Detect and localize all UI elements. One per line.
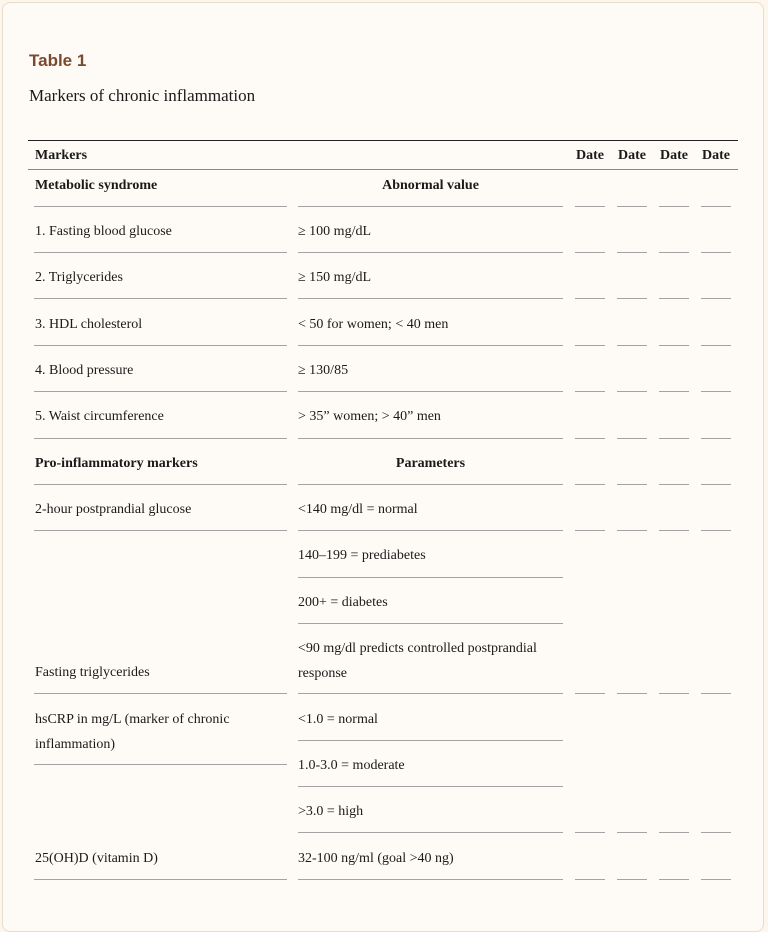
cell-rule <box>701 484 731 485</box>
section-value-header-parameters: Parameters <box>395 456 466 471</box>
cell-rule <box>617 252 647 253</box>
row-marker-fasting-triglycerides: Fasting triglycerides <box>35 665 150 680</box>
cell-rule <box>701 879 731 880</box>
row-value-fasting-triglycerides: <90 mg/dl predicts controlled postprandial response <box>298 641 537 681</box>
row-marker-hdl-cholesterol: 3. HDL cholesterol <box>35 317 143 332</box>
cell-rule <box>617 345 647 346</box>
cell-rule <box>298 530 563 531</box>
cell-rule <box>617 298 647 299</box>
cell-rule <box>575 530 605 531</box>
table-caption: Markers of chronic inflammation <box>29 86 256 105</box>
cell-rule <box>701 345 731 346</box>
cell-rule <box>575 298 605 299</box>
section-title-pro-inflammatory-markers: Pro-inflammatory markers <box>35 456 198 471</box>
cell-rule <box>34 438 287 439</box>
cell-rule <box>659 832 689 833</box>
cell-rule <box>34 764 287 765</box>
cell-rule <box>701 298 731 299</box>
header-rule <box>28 169 738 170</box>
cell-rule <box>34 693 287 694</box>
cell-rule <box>298 577 563 578</box>
cell-rule <box>34 391 287 392</box>
cell-rule <box>575 252 605 253</box>
column-header-date-4: Date <box>702 148 730 163</box>
row-value-postprandial-diabetes: 200+ = diabetes <box>298 595 388 610</box>
row-value-waist-circumference: > 35” women; > 40” men <box>298 409 441 424</box>
cell-rule <box>701 693 731 694</box>
row-value-hdl-cholesterol: < 50 for women; < 40 men <box>298 317 449 332</box>
cell-rule <box>659 391 689 392</box>
cell-rule <box>659 879 689 880</box>
cell-rule <box>659 530 689 531</box>
cell-rule <box>617 832 647 833</box>
cell-rule <box>298 623 563 624</box>
row-value-hscrp-high: >3.0 = high <box>298 804 364 819</box>
cell-rule <box>34 252 287 253</box>
row-value-triglycerides: ≥ 150 mg/dL <box>298 270 372 285</box>
cell-rule <box>701 530 731 531</box>
row-value-postprandial-normal: <140 mg/dl = normal <box>298 502 418 517</box>
cell-rule <box>701 206 731 207</box>
row-marker-postprandial-glucose: 2-hour postprandial glucose <box>35 502 192 517</box>
row-value-postprandial-prediabetes: 140–199 = prediabetes <box>298 548 426 563</box>
column-header-markers: Markers <box>35 148 88 163</box>
cell-rule <box>701 391 731 392</box>
cell-rule <box>617 484 647 485</box>
cell-rule <box>701 438 731 439</box>
cell-rule <box>34 298 287 299</box>
cell-rule <box>575 206 605 207</box>
cell-rule <box>659 206 689 207</box>
cell-rule <box>298 252 563 253</box>
cell-rule <box>659 693 689 694</box>
column-header-date-3: Date <box>660 148 688 163</box>
cell-rule <box>575 879 605 880</box>
cell-rule <box>659 298 689 299</box>
column-header-date-1: Date <box>576 148 604 163</box>
cell-rule <box>34 206 287 207</box>
cell-rule <box>298 740 563 741</box>
cell-rule <box>575 484 605 485</box>
cell-rule <box>617 391 647 392</box>
cell-rule <box>298 438 563 439</box>
cell-rule <box>298 786 563 787</box>
row-value-fasting-blood-glucose: ≥ 100 mg/dL <box>298 224 372 239</box>
row-marker-waist-circumference: 5. Waist circumference <box>35 409 164 424</box>
cell-rule <box>659 345 689 346</box>
cell-rule <box>298 879 563 880</box>
row-marker-hscrp: hsCRP in mg/L (marker of chronic inflammation) <box>35 712 230 752</box>
cell-rule <box>298 298 563 299</box>
cell-rule <box>34 530 287 531</box>
cell-rule <box>298 345 563 346</box>
cell-rule <box>701 252 731 253</box>
cell-rule <box>659 252 689 253</box>
column-header-date-2: Date <box>618 148 646 163</box>
cell-rule <box>659 484 689 485</box>
cell-rule <box>575 438 605 439</box>
row-marker-blood-pressure: 4. Blood pressure <box>35 363 134 378</box>
section-value-header-abnormal-value: Abnormal value <box>382 178 479 193</box>
cell-rule <box>298 391 563 392</box>
cell-rule <box>617 693 647 694</box>
row-marker-fasting-blood-glucose: 1. Fasting blood glucose <box>35 224 172 239</box>
cell-rule <box>659 438 689 439</box>
row-marker-triglycerides: 2. Triglycerides <box>35 270 123 285</box>
cell-rule <box>34 345 287 346</box>
cell-rule <box>575 345 605 346</box>
cell-rule <box>298 206 563 207</box>
cell-rule <box>298 484 563 485</box>
table-label: Table 1 <box>29 51 87 70</box>
row-value-hscrp-moderate: 1.0-3.0 = moderate <box>298 758 405 773</box>
cell-rule <box>298 693 563 694</box>
cell-rule <box>575 693 605 694</box>
row-marker-vitamin-d: 25(OH)D (vitamin D) <box>35 851 158 866</box>
table-top-rule <box>28 140 738 141</box>
cell-rule <box>575 391 605 392</box>
cell-rule <box>701 832 731 833</box>
section-title-metabolic-syndrome: Metabolic syndrome <box>35 178 158 193</box>
row-value-vitamin-d: 32-100 ng/ml (goal >40 ng) <box>298 851 454 866</box>
cell-rule <box>298 832 563 833</box>
row-value-blood-pressure: ≥ 130/85 <box>298 363 349 378</box>
cell-rule <box>575 832 605 833</box>
cell-rule <box>617 879 647 880</box>
cell-rule <box>34 879 287 880</box>
row-value-hscrp-normal: <1.0 = normal <box>298 712 378 727</box>
cell-rule <box>617 530 647 531</box>
cell-rule <box>617 206 647 207</box>
cell-rule <box>34 484 287 485</box>
cell-rule <box>617 438 647 439</box>
